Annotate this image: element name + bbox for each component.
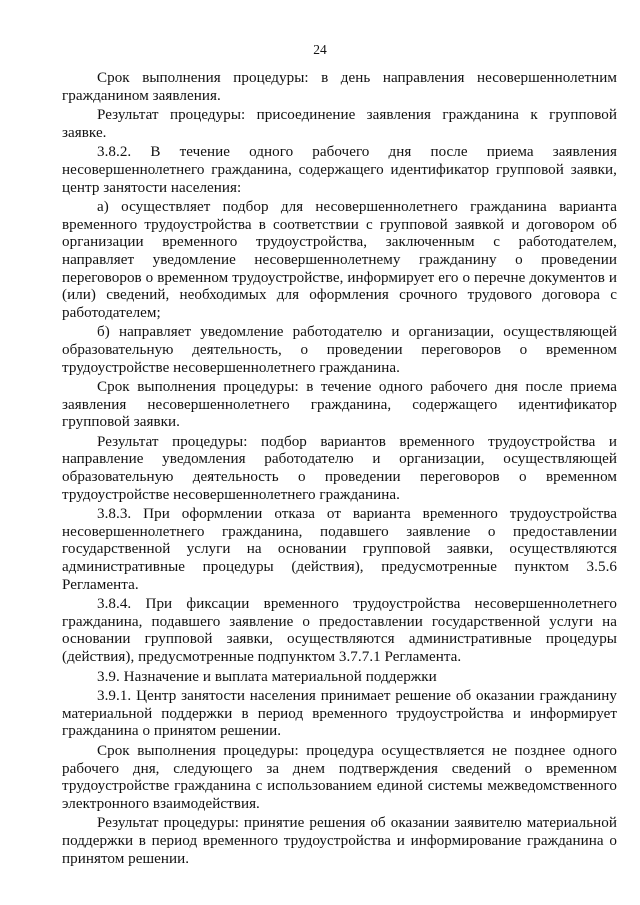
paragraph: Срок выполнения процедуры: в течение одного рабочего дня после приема заявления несовершеннолетнего гражданина, содержащего идентификатор групповой заявки. — [62, 379, 617, 431]
page-number: 24 — [313, 42, 327, 57]
paragraph: Результат процедуры: принятие решения об оказании заявителю материальной поддержки в период временного трудоустройства и информирование гражданина о принятом решении. — [62, 815, 617, 867]
paragraph: б) направляет уведомление работодателю и организации, осуществляющей образовательную деятельность, о проведении переговоров о временном трудоустройстве несовершеннолетнего гражданина. — [62, 324, 617, 376]
paragraph: Результат процедуры: присоединение заявления гражданина к групповой заявке. — [62, 107, 617, 141]
paragraph: Срок выполнения процедуры: процедура осуществляется не позднее одного рабочего дня, следующего за днем подтверждения сведений о временном трудоустройстве гражданина с использованием единой системы межведомственного электронного взаимодействия. — [62, 742, 617, 812]
paragraph: 3.8.3. При оформлении отказа от варианта временного трудоустройства несовершеннолетнего гражданина, подавшего заявление о предоставлении государственной услуги на основании групповой заявки, осуществляются административные процедуры (действия), предусмотренные пунктом 3.5.6 Регламента. — [62, 506, 617, 593]
paragraph: Срок выполнения процедуры: в день направления несовершеннолетним гражданином заявления. — [62, 70, 617, 104]
document-body — [62, 70, 617, 870]
section-heading: 3.9. Назначение и выплата материальной поддержки — [97, 668, 437, 685]
paragraph: а) осуществляет подбор для несовершеннолетнего гражданина варианта временного трудоустройства в соответствии с групповой заявкой и договором об организации временного трудоустройства, заключенным с работодателем, направляет уведомление несовершеннолетнему гражданину о проведении переговоров о временном трудоустройстве, информирует его о перечне документов и (или) сведений, необходимых для оформления срочного трудового договора с работодателем; — [62, 199, 617, 321]
paragraph: 3.8.4. При фиксации временного трудоустройства несовершеннолетнего гражданина, подавшего заявление о предоставлении государственной услуги на основании групповой заявки, осуществляются административные процедуры (действия), предусмотренные подпунктом 3.7.7.1 Регламента. — [62, 596, 617, 665]
paragraph: Результат процедуры: подбор вариантов временного трудоустройства и направление уведомления работодателю и организации, осуществляющей образовательную деятельность о проведении переговоров о временном трудоустройстве несовершеннолетнего гражданина. — [62, 433, 617, 503]
paragraph: 3.9.1. Центр занятости населения принимает решение об оказании гражданину материальной поддержки в период временного трудоустройства и информирует гражданина о принятом решении. — [62, 688, 617, 740]
paragraph: 3.8.2. В течение одного рабочего дня после приема заявления несовершеннолетнего гражданина, содержащего идентификатор групповой заявки, центр занятости населения: — [62, 144, 617, 196]
